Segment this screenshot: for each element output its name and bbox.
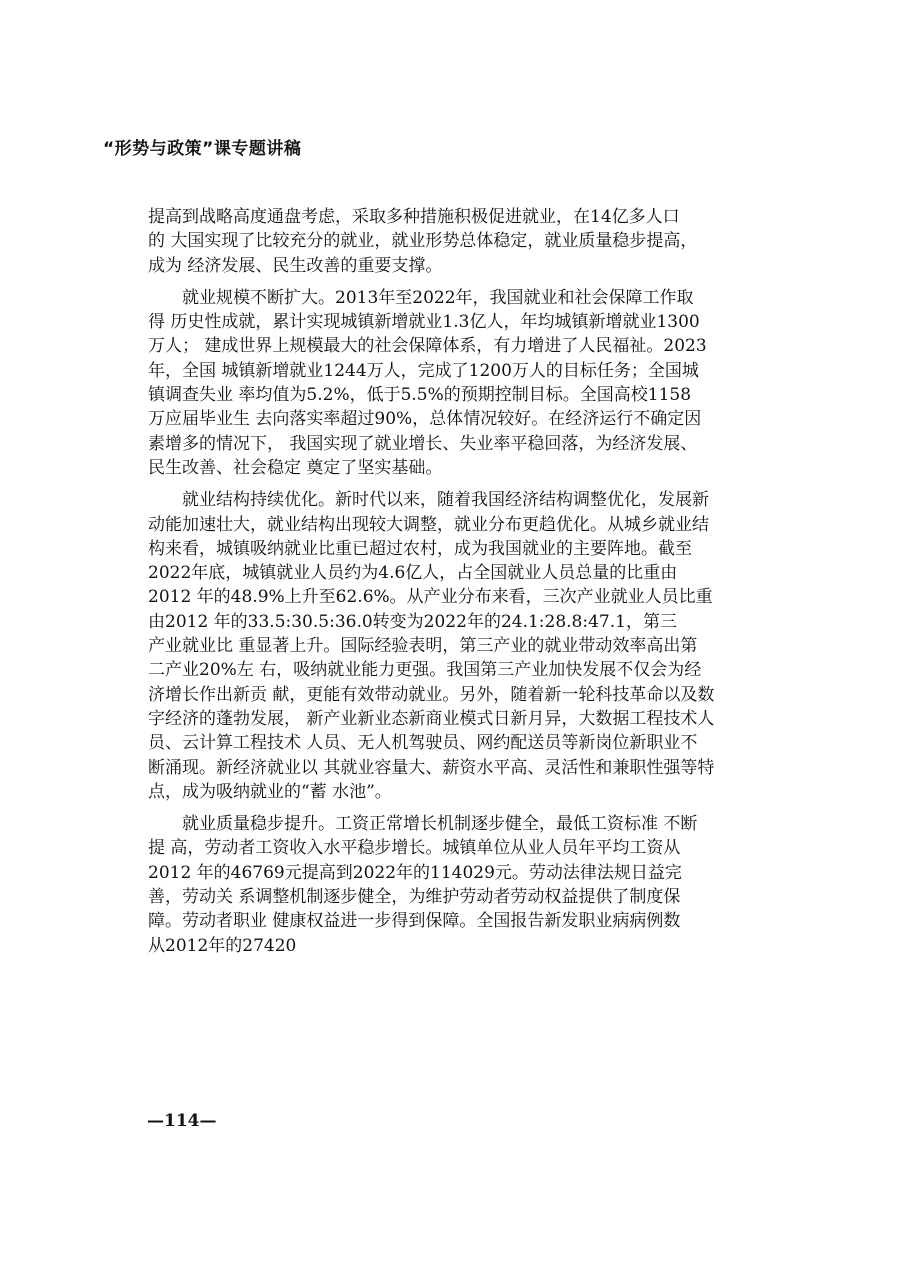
- text-line: 镇调查失业 率均值为5.2%，低于5.5%的预期控制目标。全国高校1158: [148, 385, 692, 406]
- paragraph-employment-structure: [148, 488, 776, 804]
- text-line: 员、云计算工程技术 人员、无人机驾驶员、网约配送员等新岗位新职业不: [148, 733, 698, 754]
- text-line: 得 历史性成就，累计实现城镇新增就业1.3亿人，年均城镇新增就业1300: [148, 312, 700, 333]
- text-line: 善，劳动关 系调整机制逐步健全，为维护劳动者劳动权益提供了制度保: [148, 887, 681, 908]
- text-line: 济增长作出新贡 献，更能有效带动就业。另外，随着新一轮科技革命以及数: [148, 684, 715, 705]
- text-line: 提高到战略高度通盘考虑，采取多种措施积极促进就业，在14亿多人口: [148, 207, 680, 227]
- text-line: 就业结构持续优化。新时代以来，随着我国经济结构调整优化，发展新: [182, 490, 709, 511]
- text-line: 从2012年的27420: [148, 935, 297, 956]
- text-line: 就业规模不断扩大。2013年至2022年，我国就业和社会保障工作取: [182, 287, 694, 308]
- text-line: 2012 年的48.9%上升至62.6%。从产业分布来看，三次产业就业人员比重: [148, 587, 713, 608]
- paragraph-employment-quality: [148, 812, 776, 958]
- text-line: 万人； 建成世界上规模最大的社会保障体系，有力增进了人民福祉。2023: [148, 336, 707, 357]
- running-header: “形势与政策”课专题讲稿: [103, 139, 302, 159]
- text-line: 二产业20%左 右，吸纳就业能力更强。我国第三产业加快发展不仅会为经: [148, 660, 702, 681]
- text-line: 点，成为吸纳就业的“蓄 水池”。: [148, 781, 392, 802]
- text-line: 的 大国实现了比较充分的就业，就业形势总体稳定，就业质量稳步提高，: [148, 231, 698, 252]
- text-line: 障。劳动者职业 健康权益进一步得到保障。全国报告新发职业病病例数: [148, 911, 681, 932]
- text-line: 字经济的蓬勃发展， 新产业新业态新商业模式日新月异，大数据工程技术人: [148, 708, 715, 729]
- paragraph-intro: [148, 205, 776, 278]
- text-line: 构来看，城镇吸纳就业比重已超过农村，成为我国就业的主要阵地。截至: [148, 538, 692, 559]
- text-line: 2022年底，城镇就业人员约为4.6亿人，占全国就业人员总量的比重由: [148, 563, 678, 584]
- text-line: 产业就业比 重显著上升。国际经验表明，第三产业的就业带动效率高出第: [148, 636, 698, 657]
- text-line: 素增多的情况下， 我国实现了就业增长、失业率平稳回落，为经济发展、: [148, 433, 698, 454]
- text-line: 年，全国 城镇新增就业1244万人，完成了1200万人的目标任务；全国城: [148, 360, 699, 381]
- text-line: 2012 年的46769元提高到2022年的114029元。劳动法律法规日益完: [148, 862, 682, 883]
- text-line: 提 高，劳动者工资收入水平稳步增长。城镇单位从业人员年平均工资从: [148, 838, 681, 859]
- text-line: 成为 经济发展、民生改善的重要支撑。: [148, 255, 443, 276]
- text-line: 动能加速壮大，就业结构出现较大调整，就业分布更趋优化。从城乡就业结: [148, 514, 709, 535]
- text-line: 就业质量稳步提升。工资正常增长机制逐步健全，最低工资标准 不断: [182, 814, 698, 835]
- text-line: 民生改善、社会稳定 奠定了坚实基础。: [148, 457, 443, 478]
- text-line: 万应届毕业生 去向落实率超过90%，总体情况较好。在经济运行不确定因: [148, 409, 702, 430]
- page-number: —114—: [147, 1111, 217, 1131]
- body-text: [148, 205, 776, 966]
- text-line: 由2012 年的33.5:30.5:36.0转变为2022年的24.1:28.8:47.1，第三: [148, 611, 677, 632]
- text-line: 断涌现。新经济就业以 其就业容量大、薪资水平高、灵活性和兼职性强等特: [148, 757, 715, 778]
- paragraph-employment-scale: [148, 286, 776, 480]
